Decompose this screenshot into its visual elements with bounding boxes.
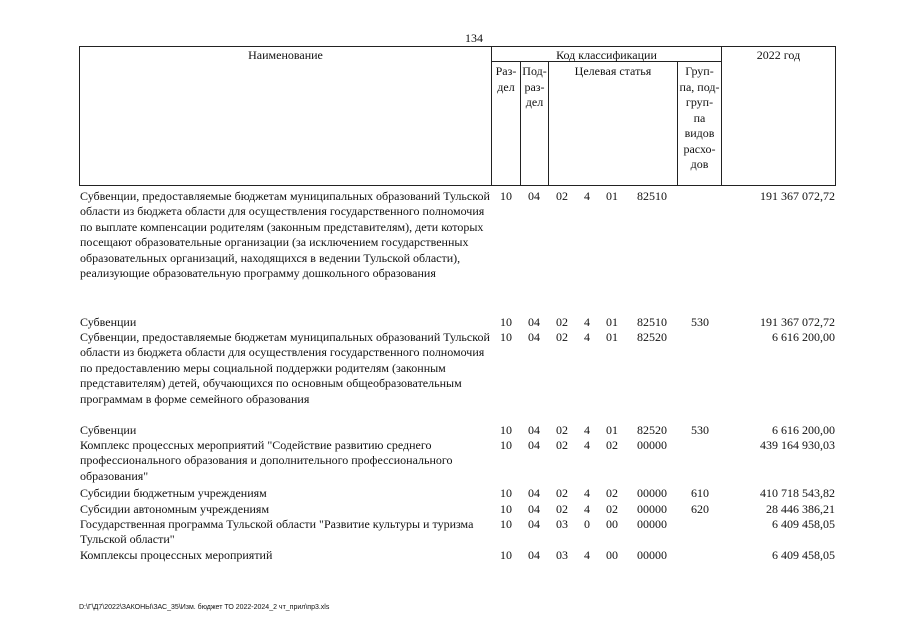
row-expense-type: 610 <box>691 486 709 500</box>
header-podrazdel: Под- раз- дел <box>522 64 547 109</box>
row-target-direction: 82510 <box>637 315 667 329</box>
row-target-program: 02 <box>556 486 568 500</box>
table-top-border <box>79 46 836 47</box>
row-target-direction: 00000 <box>637 517 667 531</box>
header-bottom-border <box>79 185 836 186</box>
row-name: Субсидии бюджетным учреждениям <box>80 486 267 500</box>
row-target-direction: 00000 <box>637 502 667 516</box>
row-target-direction: 00000 <box>637 438 667 452</box>
row-amount: 28 446 386,21 <box>766 502 835 516</box>
row-target-program: 02 <box>556 502 568 516</box>
header-razdel: Раз- дел <box>495 64 517 94</box>
row-target-program: 03 <box>556 548 568 562</box>
row-amount: 6 409 458,05 <box>772 517 835 531</box>
header-year: 2022 год <box>756 48 801 62</box>
row-name: Субвенции <box>80 315 137 329</box>
row-expense-type: 530 <box>691 423 709 437</box>
row-target-program: 02 <box>556 438 568 452</box>
row-podrazdel: 04 <box>528 548 540 562</box>
row-razdel: 10 <box>500 486 512 500</box>
row-target-type: 4 <box>584 548 590 562</box>
row-target-type: 4 <box>584 423 590 437</box>
row-target-type: 4 <box>584 502 590 516</box>
row-razdel: 10 <box>500 423 512 437</box>
page-number: 134 <box>465 31 483 45</box>
row-target-type: 4 <box>584 486 590 500</box>
row-razdel: 10 <box>500 189 512 203</box>
row-podrazdel: 04 <box>528 315 540 329</box>
row-amount: 439 164 930,03 <box>760 438 835 452</box>
row-target-block: 01 <box>606 315 618 329</box>
row-podrazdel: 04 <box>528 438 540 452</box>
row-target-direction: 82510 <box>637 189 667 203</box>
header-code-group: Код классификации <box>556 48 657 62</box>
row-amount: 410 718 543,82 <box>760 486 835 500</box>
header-group: Груп- па, под- груп- па видов расхо- дов <box>679 64 720 171</box>
row-podrazdel: 04 <box>528 517 540 531</box>
row-name: Субвенции, предоставляемые бюджетам муниципальных образований Тульской области из бюджета области для осуществления государственного полномочия по предоставлению меры социальной поддержки родителям (законным представителям) детей, обучающихся по основным общеобразовательным программам в форме семейного образования <box>80 330 490 406</box>
row-target-block: 02 <box>606 486 618 500</box>
col-border-right <box>835 46 836 186</box>
row-target-type: 4 <box>584 315 590 329</box>
row-podrazdel: 04 <box>528 423 540 437</box>
row-target-type: 4 <box>584 189 590 203</box>
row-razdel: 10 <box>500 330 512 344</box>
row-target-program: 03 <box>556 517 568 531</box>
row-name: Государственная программа Тульской области "Развитие культуры и туризма Тульской области" <box>80 517 474 547</box>
row-target-program: 02 <box>556 423 568 437</box>
row-name: Субвенции, предоставляемые бюджетам муниципальных образований Тульской области из бюджета области для осуществления государственного полномочия по выплате компенсации родителям (законным представителям), дети которых посещают образовательные организации (за исключением государственных образовательных организаций, находящихся в ведении Тульской области), реализующие образовательную программу дошкольного образования <box>80 189 490 281</box>
header-target: Целевая статья <box>574 64 652 78</box>
row-target-block: 02 <box>606 502 618 516</box>
row-razdel: 10 <box>500 315 512 329</box>
row-name: Комплекс процессных мероприятий "Содействие развитию среднего профессионального образования и дополнительного профессионального образования" <box>80 438 453 483</box>
row-target-direction: 82520 <box>637 330 667 344</box>
row-target-block: 01 <box>606 423 618 437</box>
col-border-podrazdel <box>548 61 549 186</box>
row-name: Субвенции <box>80 423 137 437</box>
row-target-direction: 00000 <box>637 548 667 562</box>
row-podrazdel: 04 <box>528 330 540 344</box>
row-name: Субсидии автономным учреждениям <box>80 502 270 516</box>
row-target-direction: 82520 <box>637 423 667 437</box>
row-name: Комплексы процессных мероприятий <box>80 548 273 562</box>
row-podrazdel: 04 <box>528 486 540 500</box>
row-target-block: 01 <box>606 330 618 344</box>
row-target-block: 00 <box>606 517 618 531</box>
row-target-block: 01 <box>606 189 618 203</box>
row-podrazdel: 04 <box>528 502 540 516</box>
row-amount: 6 616 200,00 <box>772 423 835 437</box>
col-border-code <box>721 46 722 186</box>
row-target-program: 02 <box>556 315 568 329</box>
row-target-type: 0 <box>584 517 590 531</box>
row-razdel: 10 <box>500 517 512 531</box>
row-amount: 191 367 072,72 <box>760 189 835 203</box>
row-expense-type: 530 <box>691 315 709 329</box>
row-razdel: 10 <box>500 548 512 562</box>
row-amount: 191 367 072,72 <box>760 315 835 329</box>
footer-file-path: D:\Г\Д7\2022\ЗАКОНЫ\ЗАС_35\Изм. бюджет ТО 2022-2024_2 чт_прил\пр3.xls <box>79 604 330 611</box>
row-podrazdel: 04 <box>528 189 540 203</box>
row-razdel: 10 <box>500 438 512 452</box>
row-target-program: 02 <box>556 330 568 344</box>
row-expense-type: 620 <box>691 502 709 516</box>
row-amount: 6 616 200,00 <box>772 330 835 344</box>
row-amount: 6 409 458,05 <box>772 548 835 562</box>
row-razdel: 10 <box>500 502 512 516</box>
row-target-type: 4 <box>584 330 590 344</box>
row-target-type: 4 <box>584 438 590 452</box>
row-target-block: 02 <box>606 438 618 452</box>
header-name: Наименование <box>248 48 323 62</box>
row-target-program: 02 <box>556 189 568 203</box>
row-target-direction: 00000 <box>637 486 667 500</box>
col-border-left <box>79 46 80 186</box>
row-target-block: 00 <box>606 548 618 562</box>
